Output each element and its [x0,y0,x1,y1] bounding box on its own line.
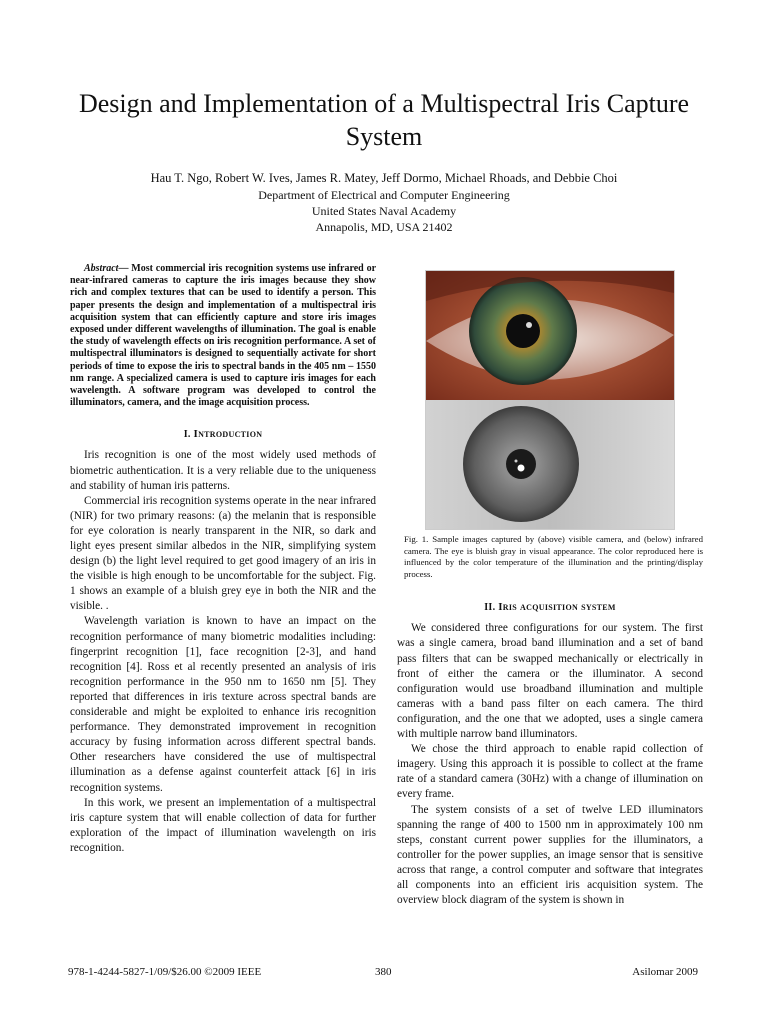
abstract-text: Most commercial iris recognition systems use infrared or near-infrared cameras to capture the iris images because they show rich and complex textures that can be used to identify a person. This paper presents the design and implementation of a multispectral iris acquisition system that can efficiently capture and store iris images exposed under different wavelengths of illumination. The goal is enable the study of wavelength effects on iris recognition performance. A set of multispectral illuminators is designed to sequentially activate for short periods of time to expose the iris to spectral bands in the 405 nm – 1550 nm range. A specialized camera is used to capture iris images for each wavelength. A software program was developed to control the illuminators, camera, and the image acquisition process. [70,263,377,409]
affiliation-address: Annapolis, MD, USA 21402 [315,220,453,234]
infrared-eye-image [426,400,674,529]
section-title: Introduction [193,428,263,441]
figure-1 [425,270,675,530]
paragraph: Iris recognition is one of the most widely used methods of biometric authentication. It is a very reliable due to the uniqueness and stability of human iris patterns. [70,449,376,492]
abstract-dash: — [118,263,132,274]
page-number: 380 [375,966,392,978]
abstract [70,263,376,409]
paragraph: The system consists of a set of twelve LED illuminators spanning the range of 400 to 1500 nm in approximately 100 nm steps, constant current power supplies for the illuminators, a controller for the power supplies, an image sensor that is sensitive across that range, a control computer and software that integrates all components into an efficient iris acquisition system. The overview block diagram of the system is shown in [397,803,703,907]
paragraph: We chose the third approach to enable rapid collection of imagery. Using this approach it is possible to collect at the frame rate of a standard camera (30Hz) with a change of illumination on every frame. [397,743,703,801]
paragraph: In this work, we present an implementation of a multispectral iris capture system that will enable collection of data for further exploration of the impact of illumination wavelength on iris recognition. [70,796,376,854]
right-column [397,270,703,908]
visible-eye-image [426,271,674,400]
iris-acquisition-body [397,621,703,908]
paragraph: Wavelength variation is known to have an impact on the recognition performance of many biometric modalities including: fingerprint recognition [1], face recognition [2-3], and hand recognition [4]. Ross et al recently presented an analysis of iris recognition performance in the 950 nm to 1650 nm [5]. They reported that differences in iris texture across spectral bands are considerable and might be exploited to enhance iris recognition performance. They demonstrated improvement in recognition accuracy by fusing information across different spectral bands. Other researchers have considered the use of multispectral illumination as a defense against counterfeit attack [6] in iris recognition systems. [70,615,376,794]
affiliation-department: Department of Electrical and Computer Engineering [258,188,510,202]
affiliation [40,187,728,235]
footer-copyright: 978-1-4244-5827-1/09/$26.00 ©2009 IEEE [68,966,262,978]
section-title: Iris acquisition system [498,601,616,614]
affiliation-institution: United States Naval Academy [311,204,457,218]
abstract-lead: Abstract [84,263,119,274]
paragraph: We considered three configurations for our system. The first was a single camera, broad band illumination and a set of band pass filters that can be swapped mechanically or electrically in front of either the camera or the illuminator. A second configuration would use broadband illumination and multiple cameras with a band pass filter on each camera. The third configuration, and the one that we adopted, uses a single camera with multiple narrow band illuminators. [397,622,703,741]
section-heading-iris-acquisition [397,601,703,614]
section-heading-introduction [70,428,376,441]
paper-title: Design and Implementation of a Multispectral Iris Capture System [78,89,690,151]
figure-1-caption: Fig. 1. Sample images captured by (above) visible camera, and (below) infrared camera. The eye is bluish gray in visual appearance. The color reproduced here is influenced by the color temperature of the illumination and the printing/display process. [404,534,703,579]
author-list: Hau T. Ngo, Robert W. Ives, James R. Matey, Jeff Dormo, Michael Rhoads, and Debbie Choi [150,171,618,185]
paragraph: Commercial iris recognition systems operate in the near infrared (NIR) for two primary reasons: (a) the melanin that is responsible for eye coloration is nearly transparent in the NIR, so dark and light eyes present similar albedos in the NIR, simplifying system design (b) the light level required to get good imagery of an iris in the visible is high enough to be uncomfortable for the subject. Fig. 1 shows an example of a bluish grey eye in both the NIR and the visible. . [70,494,376,613]
left-column [70,263,376,856]
section-number: II. [484,602,496,614]
figure-1-eye-images [426,271,674,529]
introduction-body [70,448,376,856]
footer-conference: Asilomar 2009 [632,966,698,978]
section-number: I. [183,429,191,441]
